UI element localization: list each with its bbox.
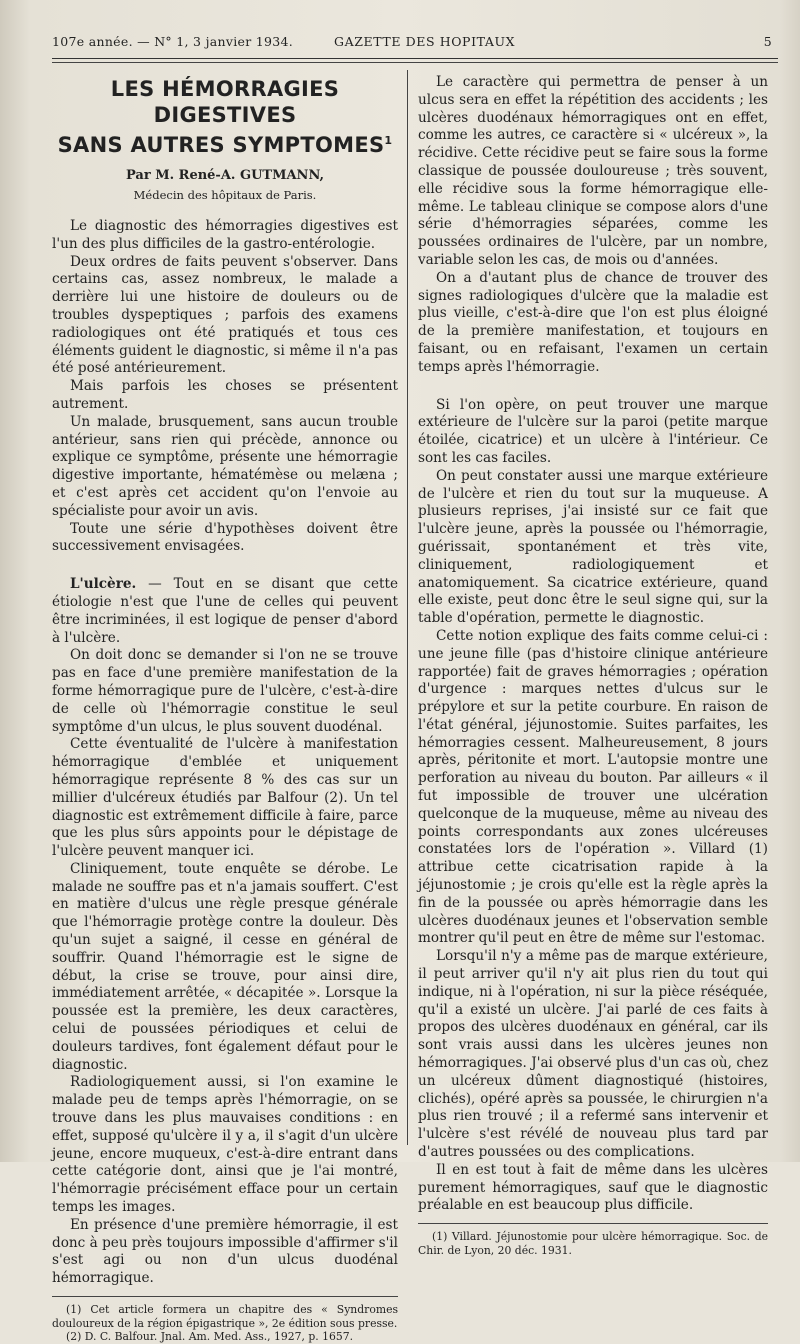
footnote: (1) Cet article formera un chapitre des « Syndromes douloureux de la région épigastrique », 2e édition sous presse.: [52, 1303, 398, 1330]
issue-info: 107e année. — N° 1, 3 janvier 1934.: [52, 34, 294, 49]
paragraph: Radiologiquement aussi, si l'on examine le malade peu de temps après l'hémorragie, on se trouve dans les plus mauvaises conditions : en effet, supposé qu'ulcère il y a, il s'agit d'un ulcère jeune, encore muqueux, c'est-à-dire entrant dans cette catégorie dont, ainsi que je l'ai montré, l'hémorragie précisément efface pour un certain temps les images.: [52, 1074, 398, 1216]
paragraph: On doit donc se demander si l'on ne se trouve pas en face d'une première manifestation de la forme hémorragique pure de l'ulcère, c'est-à-dire de celle où l'hémorragie constitue le seul symptôme d'un ulcus, le plus souvent duodénal.: [52, 647, 398, 735]
paragraph: Mais parfois les choses se présentent autrement.: [52, 378, 398, 412]
paragraph: Le caractère qui permettra de penser à un ulcus sera en effet la répétition des accidents ; les ulcères duodénaux hémorragiques ont en effet, comme les autres, ce caractère si « ulcéreux », la récidive. Cette récidive peut se faire sous la forme classique de poussée douloureuse ; très souvent, elle récidive sous la forme hémorragique elle-même. Le tableau clinique se compose alors d'une série d'hémorragies séparées, comme les poussées ordinaires de l'ulcère, par un nombre, variable selon les cas, de mois ou d'années.: [418, 74, 768, 268]
title-footnote-marker: 1: [384, 134, 393, 147]
paragraph: Cliniquement, toute enquête se dérobe. Le malade ne souffre pas et n'a jamais souffert. C'est en matière d'ulcus une règle presque générale que l'hémorragie protège contre la douleur. Dès qu'un sujet a saigné, il cesse en général de souffrir. Quand l'hémorragie est le signe de début, la crise se trouve, pour ainsi dire, immédiatement arrêtée, « décapitée ». Lorsque la poussée est la première, les deux caractères, celui de poussées périodiques et celui de douleurs tardives, font également défaut pour le diagnostic.: [52, 860, 398, 1073]
paragraph: Cette éventualité de l'ulcère à manifestation hémorragique d'emblée et uniquement hémorragique représente 8 % des cas sur un millier d'ulcéreux étudiés par Balfour (2). Un tel diagnostic est extrêmement difficile à faire, parce que les plus sûrs appoints pour le dépistage de l'ulcère peuvent manquer ici.: [52, 736, 398, 860]
paragraph: Lorsqu'il n'y a même pas de marque extérieure, il peut arriver qu'il n'y ait plus rien du tout qui indique, ni à l'opération, ni sur la pièce réséquée, qu'il a existé un ulcère. J'ai parlé de ces faits à propos des ulcères duodénaux en général, car ils sont vrais aussi dans les ulcères jeunes non hémorragiques. J'ai observé plus d'un cas où, chez un ulcéreux dûment diagnostiqué (histoires, clichés), opéré après sa poussée, le chirurgien n'a plus rien trouvé ; il a refermé sans intervenir et l'ulcère s'est révélé de nouveau plus tard par d'autres poussées ou des complications.: [418, 948, 768, 1161]
page-header: [52, 34, 772, 54]
title-line-1: LES HÉMORRAGIES DIGESTIVES: [110, 77, 340, 127]
paragraph: Toute une série d'hypothèses doivent être successivement envisagées.: [52, 520, 398, 555]
article-title: [52, 76, 398, 158]
section-ulcer-intro: [52, 576, 398, 647]
header-rule: [52, 58, 778, 59]
page-number: 5: [763, 34, 772, 49]
right-column: [418, 68, 768, 1257]
footnote-rule: [418, 1223, 768, 1224]
paragraph: Deux ordres de faits peuvent s'observer. Dans certains cas, assez nombreux, le malade a derrière lui une histoire de douleurs ou de troubles dyspeptiques ; parfois des examens radiologiques ont été pratiqués et tous ces éléments guident le diagnostic, si même il n'a pas été posé antérieurement.: [52, 253, 398, 377]
title-line-2: SANS AUTRES SYMPTOMES: [57, 133, 385, 157]
section-lead: L'ulcère.: [70, 576, 137, 593]
paragraph: Cette notion explique des faits comme celui-ci : une jeune fille (pas d'histoire clinique antérieure rapportée) fait de graves hémorragies ; opération d'urgence : marques nettes d'ulcus sur le prépylore et sur la petite courbure. En raison de l'état général, jéjunostomie. Suites parfaites, les hémorragies cessent. Malheureusement, 8 jours après, péritonite et mort. L'autopsie montre une perforation au niveau du bouton. Par ailleurs « il fut impossible de trouver une ulcération quelconque de la muqueuse, même au niveau des points correspondants aux zones ulcéreuses constatées lors de l'opération ». Villard (1) attribue cette cicatrisation rapide à la jéjunostomie ; je crois qu'elle est la règle après la fin de la poussée ou après hémorragie dans les ulcères duodénaux jeunes et l'observation semble montrer qu'il peut en être de même sur l'estomac.: [418, 627, 768, 947]
column-divider: [407, 70, 408, 1145]
footnote: (1) Villard. Jéjunostomie pour ulcère hémorragique. Soc. de Chir. de Lyon, 20 déc. 1931.: [418, 1230, 768, 1257]
paragraph: On peut constater aussi une marque extérieure de l'ulcère et rien du tout sur la muqueuse. A plusieurs reprises, j'ai insisté sur ce fait que l'ulcère jeune, après la poussée ou l'hémorragie, guérissait, spontanément et très vite, cliniquement, radiologiquement et anatomiquement. Sa cicatrice extérieure, quand elle existe, peut donc être le seul signe qui, sur la table d'opération, permette le diagnostic.: [418, 467, 768, 627]
journal-title: GAZETTE DES HOPITAUX: [334, 34, 516, 49]
footnote-rule: [52, 1296, 398, 1297]
left-column: [52, 68, 398, 1344]
paragraph: Si l'on opère, on peut trouver une marque extérieure de l'ulcère sur la paroi (petite marque étoilée, cicatrice) et un ulcère à l'intérieur. Ce sont les cas faciles.: [418, 396, 768, 466]
footnote: (2) D. C. Balfour. Jnal. Am. Med. Ass., 1927, p. 1657.: [66, 1330, 354, 1344]
paragraph: Le diagnostic des hémorragies digestives est l'un des plus difficiles de la gastro-entérologie.: [52, 218, 398, 252]
author-line: Par M. René-A. GUTMANN,: [125, 168, 325, 183]
paragraph: Il en est tout à fait de même dans les ulcères purement hémorragiques, sauf que le diagnostic préalable en est beaucoup plus difficile.: [418, 1161, 768, 1214]
section-lead-text: — Tout en se disant que cette étiologie n'est que l'une de celles qui peuvent être incriminées, il est logique de penser d'abord à l'ulcère.: [52, 576, 398, 646]
paragraph: Un malade, brusquement, sans aucun trouble antérieur, sans rien qui précède, annonce ou explique ce symptôme, présente une hémorragie digestive importante, hématémèse ou melæna ; et c'est après cet accident qu'on l'envoie au spécialiste pour avoir un avis.: [52, 413, 398, 519]
paragraph: On a d'autant plus de chance de trouver des signes radiologiques d'ulcère que la maladie est plus vieille, c'est-à-dire que l'on est plus éloigné de la première manifestation, et toujours en faisant, ou en refaisant, l'examen un certain temps après l'hémorragie.: [418, 269, 768, 375]
paragraph: En présence d'une première hémorragie, il est donc à peu près toujours impossible d'affirmer s'il s'est agi ou non d'un ulcus duodénal hémorragique.: [52, 1216, 398, 1287]
header-rule-thin: [52, 62, 778, 63]
author-affiliation: Médecin des hôpitaux de Paris.: [133, 188, 317, 202]
